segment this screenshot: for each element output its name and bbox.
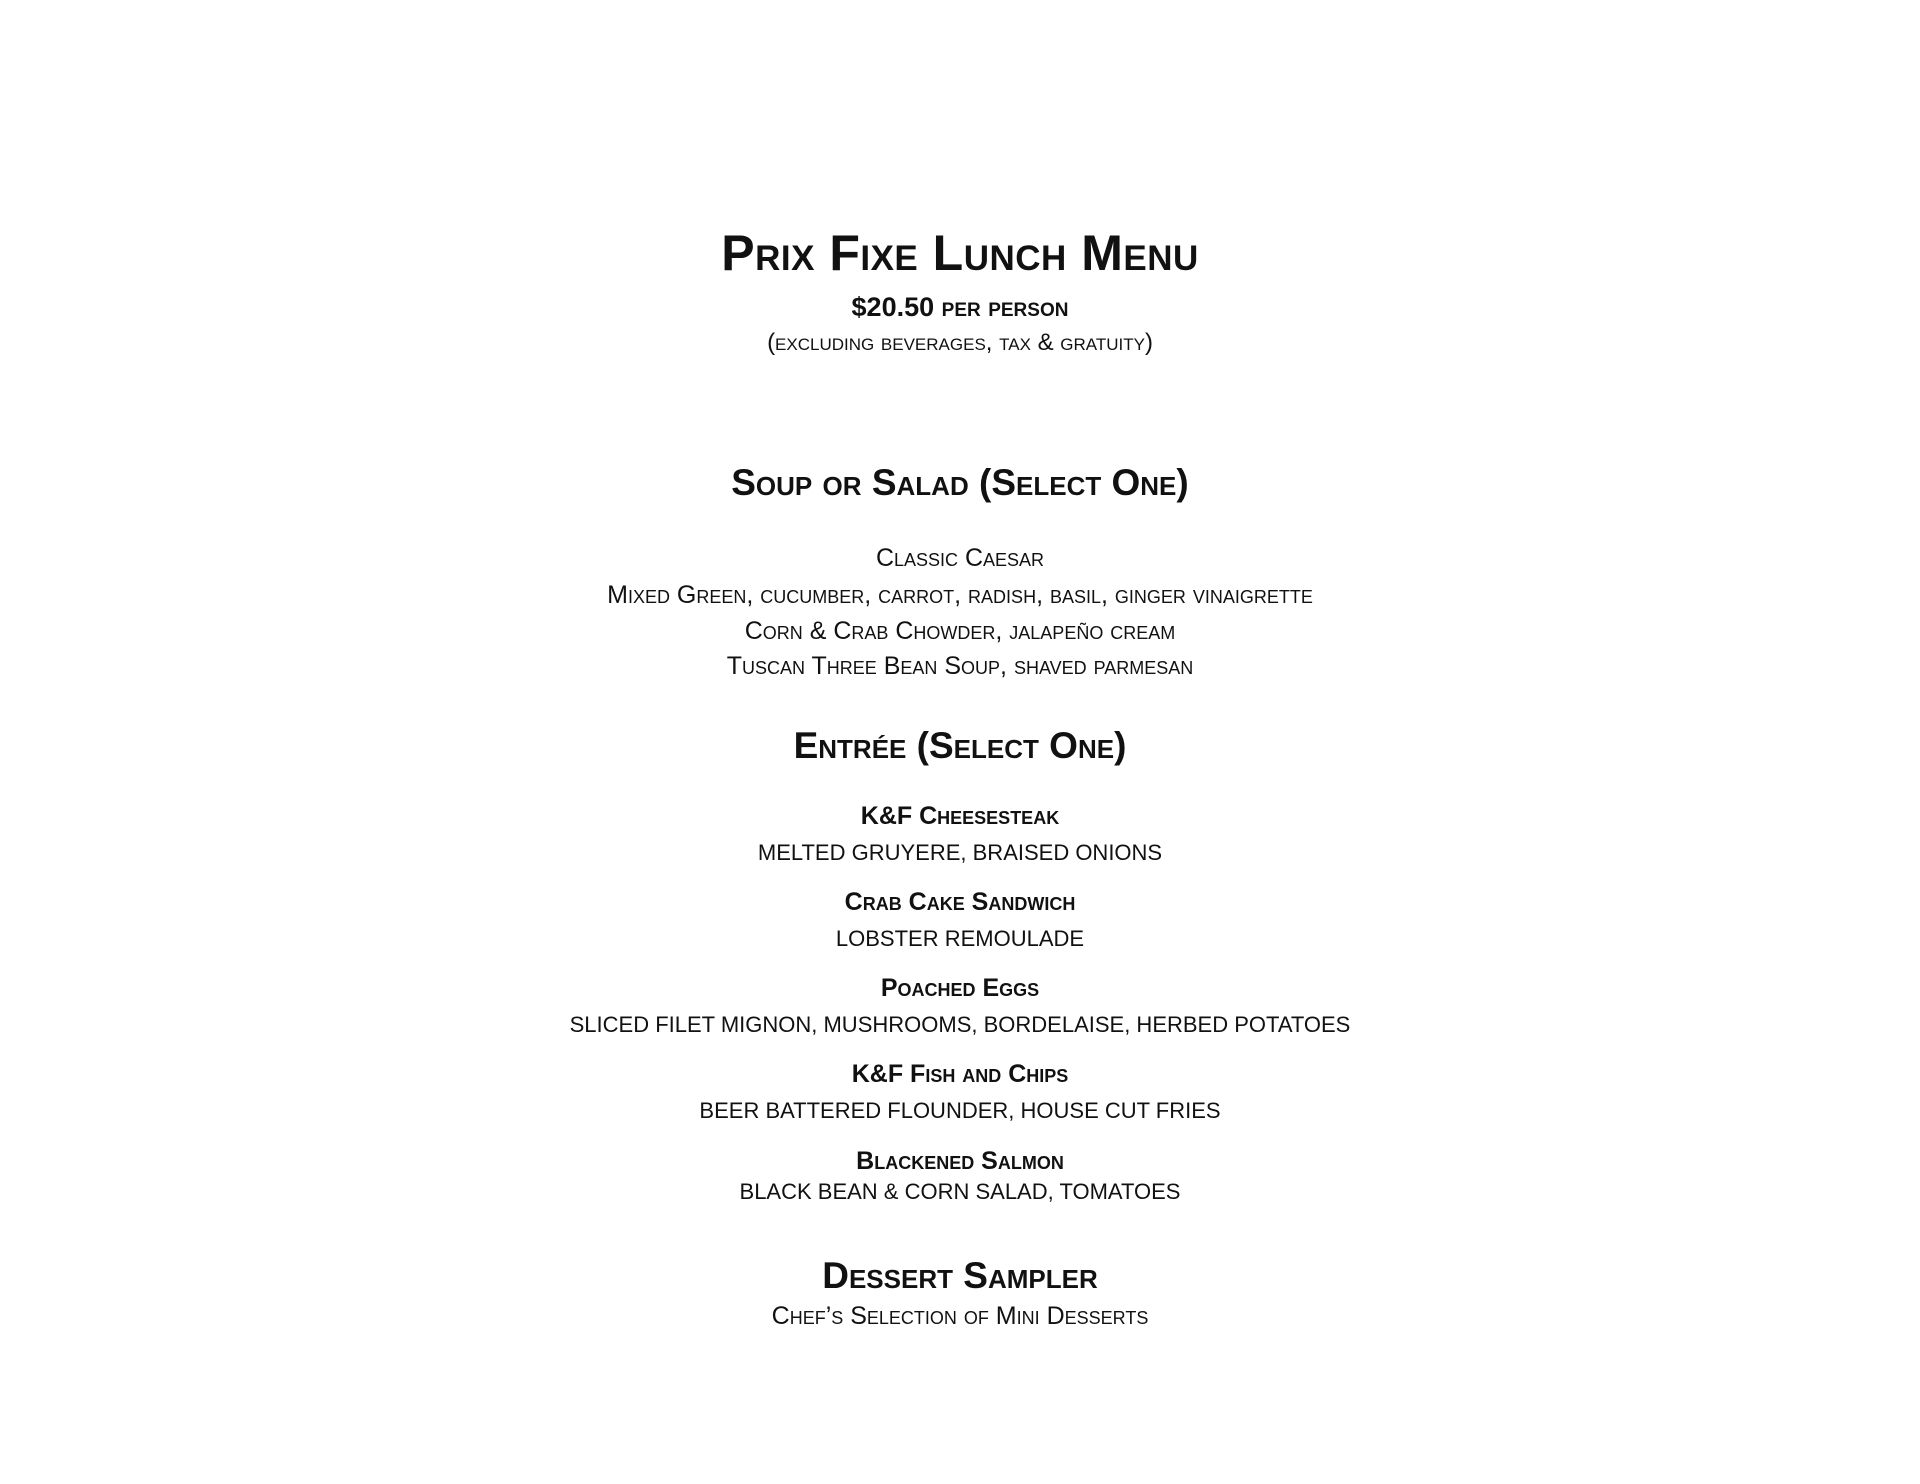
entree-item-name: K&F Cheesesteak bbox=[860, 802, 1060, 830]
entree-item-name: Crab Cake Sandwich bbox=[844, 888, 1076, 916]
menu-title: Prix Fixe Lunch Menu bbox=[721, 225, 1199, 281]
entree-item-description: LOBSTER REMOULADE bbox=[835, 926, 1085, 951]
entree-heading: Entrée (Select One) bbox=[793, 725, 1127, 766]
price-suffix: per person bbox=[941, 292, 1069, 322]
price-note: (excluding beverages, tax & gratuity) bbox=[767, 329, 1153, 356]
price-line bbox=[0, 294, 1920, 321]
entree-item-name: Blackened Salmon bbox=[856, 1147, 1064, 1175]
price-amount: $20.50 bbox=[851, 292, 935, 322]
entree-item-description: SLICED FILET MIGNON, MUSHROOMS, BORDELAISE, HERBED POTATOES bbox=[569, 1012, 1351, 1037]
dessert-heading: Dessert Sampler bbox=[822, 1255, 1098, 1296]
soup-salad-item: Tuscan Three Bean Soup, shaved parmesan bbox=[726, 652, 1194, 680]
entree-item-description: BEER BATTERED FLOUNDER, HOUSE CUT FRIES bbox=[699, 1098, 1221, 1123]
soup-salad-heading: Soup or Salad (Select One) bbox=[731, 462, 1189, 503]
entree-item-description: BLACK BEAN & CORN SALAD, TOMATOES bbox=[739, 1179, 1181, 1204]
entree-item-name: K&F Fish and Chips bbox=[851, 1060, 1069, 1088]
soup-salad-item: Corn & Crab Chowder, jalapeño cream bbox=[744, 617, 1176, 645]
entree-item-description: MELTED GRUYERE, BRAISED ONIONS bbox=[757, 840, 1163, 865]
soup-salad-item: Mixed Green, cucumber, carrot, radish, basil, ginger vinaigrette bbox=[607, 581, 1313, 609]
entree-item-name: Poached Eggs bbox=[880, 974, 1040, 1002]
dessert-description: Chef’s Selection of Mini Desserts bbox=[771, 1302, 1149, 1330]
soup-salad-item: Classic Caesar bbox=[875, 544, 1045, 572]
